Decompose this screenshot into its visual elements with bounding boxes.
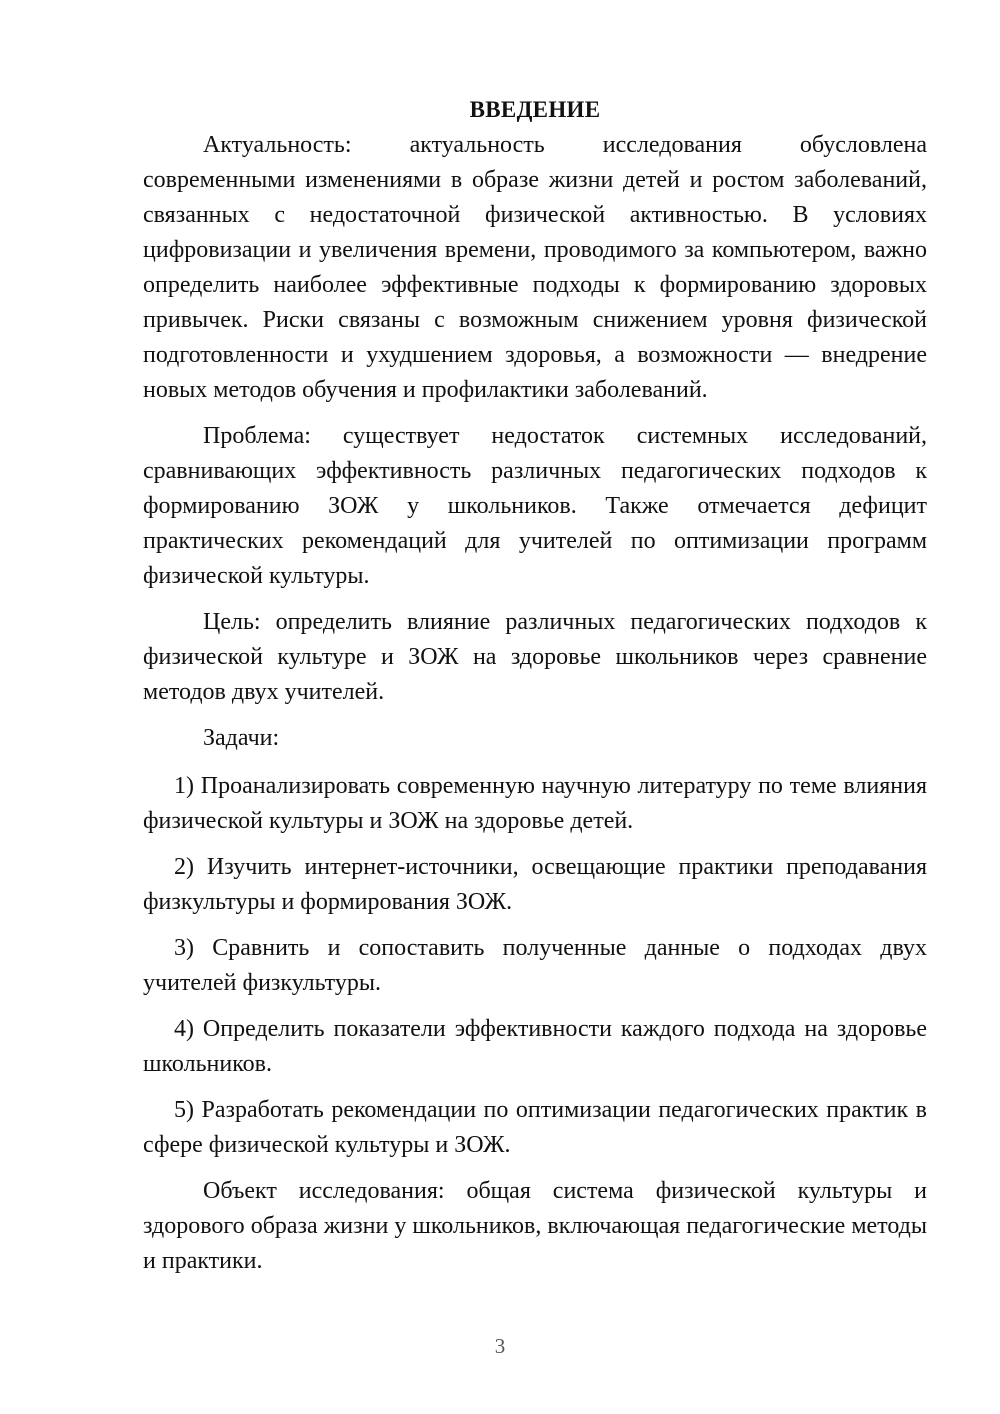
task-item-3: 3) Сравнить и сопоставить полученные данные о подходах двух учителей физкультуры. bbox=[143, 935, 927, 996]
paragraph-relevance: Актуальность: актуальность исследования обусловлена современными изменениями в образе жизни детей и ростом заболеваний, связанных с недостаточной физической активностью. В условиях цифровизации и увеличения времени, проводимого за компьютером, важно определить наиболее эффективные подходы к формированию здоровых привычек. Риски связаны с возможным снижением уровня физической подготовленности и ухудшением здоровья, а возможности — внедрение новых методов обучения и профилактики заболеваний. bbox=[143, 132, 927, 403]
task-item-5: 5) Разработать рекомендации по оптимизации педагогических практик в сфере физической культуры и ЗОЖ. bbox=[143, 1097, 927, 1158]
task-item-2: 2) Изучить интернет-источники, освещающие практики преподавания физкультуры и формирования ЗОЖ. bbox=[143, 854, 927, 915]
task-item-4: 4) Определить показатели эффективности каждого подхода на здоровье школьников. bbox=[143, 1016, 927, 1077]
paragraph-goal: Цель: определить влияние различных педагогических подходов к физической культуре и ЗОЖ на здоровье школьников через сравнение методов двух учителей. bbox=[143, 609, 927, 705]
paragraph-object: Объект исследования: общая система физической культуры и здорового образа жизни у школьников, включающая педагогические методы и практики. bbox=[143, 1178, 927, 1274]
tasks-label: Задачи: bbox=[203, 725, 280, 751]
page-number: 3 bbox=[494, 1334, 506, 1358]
paragraph-problem: Проблема: существует недостаток системных исследований, сравнивающих эффективность различных педагогических подходов к формированию ЗОЖ у школьников. Также отмечается дефицит практических рекомендаций для учителей по оптимизации программ физической культуры. bbox=[143, 423, 927, 589]
task-item-1: 1) Проанализировать современную научную литературу по теме влияния физической культуры и ЗОЖ на здоровье детей. bbox=[143, 773, 927, 834]
section-heading: ВВЕДЕНИЕ bbox=[469, 97, 601, 122]
page-content bbox=[143, 92, 927, 1290]
